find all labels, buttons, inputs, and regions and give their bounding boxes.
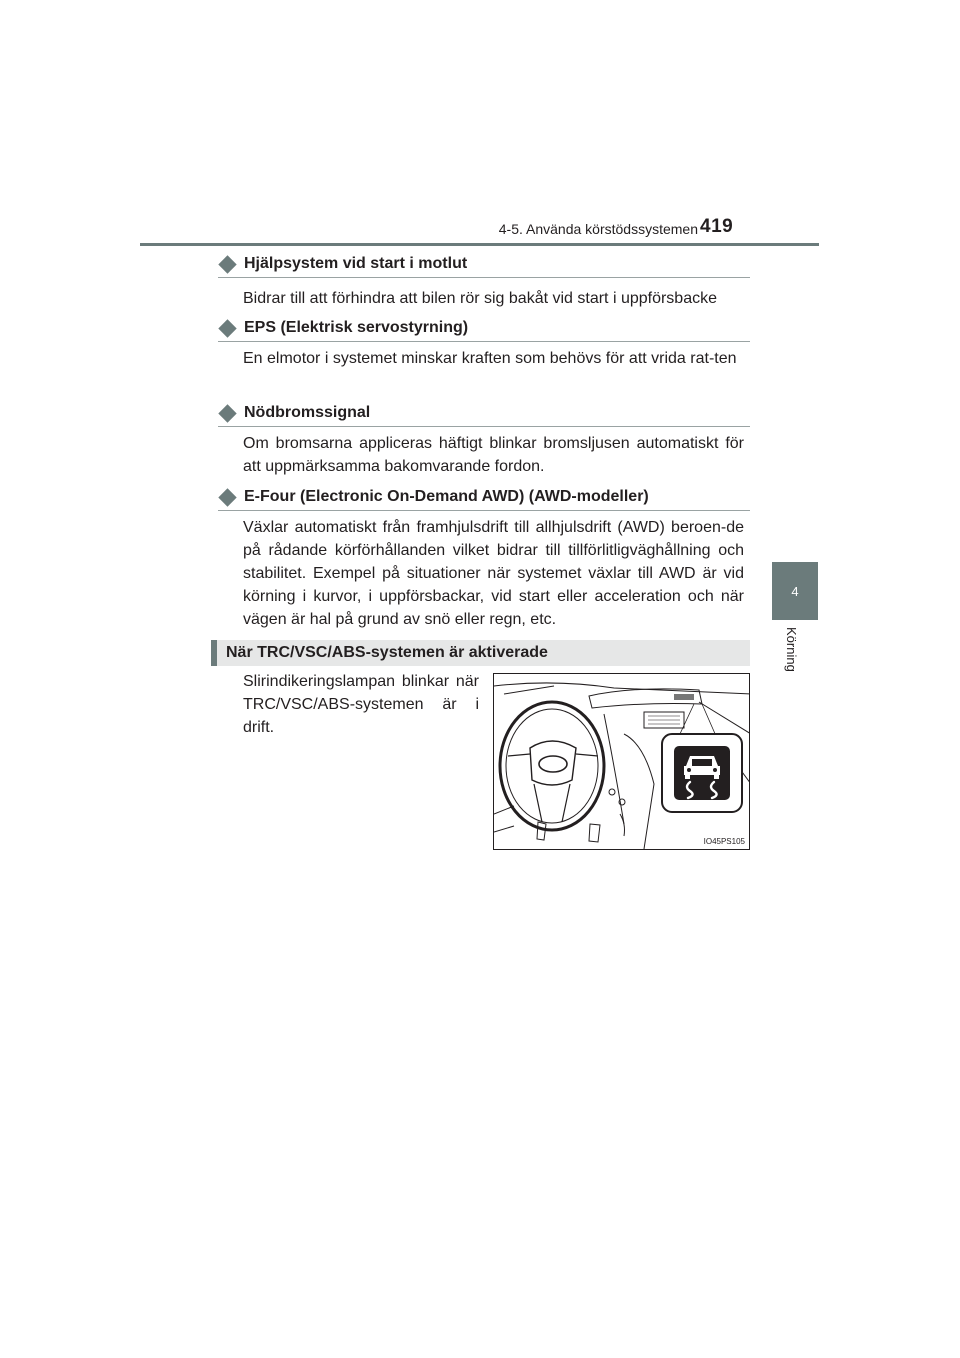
box-body-line2: TRC/VSC/ABS-systemen är i drift. [243,696,479,736]
heading-rule [218,426,750,427]
section-heading-e-four [218,487,750,507]
section-heading-emergency-brake [218,403,750,423]
chapter-tab: 4 [772,562,818,620]
section-body-e-four: Växlar automatiskt från framhjulsdrift till allhjulsdrift (AWD) beroen-de på rådande körförhållanden vilket bidrar till tillförlitligväghållning och stabilitet. Exempel på situationer när systemet växlar till AWD är vid körning i kurvor, i uppförsbackar, vid start eller acceleration och när vägen är hal på grund av snö eller regn, etc. [243,519,744,628]
diamond-bullet-icon [218,319,236,337]
chapter-title: 4-5. Använda körstödssystemen [498,221,698,237]
diamond-bullet-icon [218,255,236,273]
dashboard-figure [493,673,750,850]
diamond-bullet-icon [218,404,236,422]
section-heading-eps [218,318,750,338]
diamond-bullet-icon [218,488,236,506]
heading-rule [218,510,750,511]
chapter-tab-label-wrap [784,627,804,707]
section-heading-text: Hjälpsystem vid start i motlut [244,255,468,272]
section-body-emergency-brake: Om bromsarna appliceras häftigt blinkar bromsljusen automatiskt för att uppmärksamma bakomvarande fordon. [243,435,744,475]
page-number: 419 [700,216,734,237]
heading-rule [218,277,750,278]
chapter-tab-label: Körning [784,627,799,672]
box-heading-text: När TRC/VSC/ABS-systemen är aktiverade [226,644,548,661]
section-heading-text: EPS (Elektrisk servostyrning) [244,319,469,336]
box-body [243,670,479,739]
section-heading-text: E-Four (Electronic On-Demand AWD) (AWD-modeller) [244,488,649,505]
figure-code: IO45PS105 [703,837,745,846]
heading-rule [218,341,750,342]
box-body-line1: Slirindikeringslampan blinkar när [243,673,479,690]
dashboard-illustration [494,674,750,850]
section-body-eps: En elmotor i systemet minskar kraften som behövs för att vrida rat-ten [243,350,737,367]
box-heading [211,640,750,666]
section-heading-text: Nödbromssignal [244,404,371,421]
header-rule [140,243,819,246]
section-heading-hill-start [218,254,750,274]
section-body-hill-start: Bidrar till att förhindra att bilen rör sig bakåt vid start i uppförsbacke [243,290,717,307]
